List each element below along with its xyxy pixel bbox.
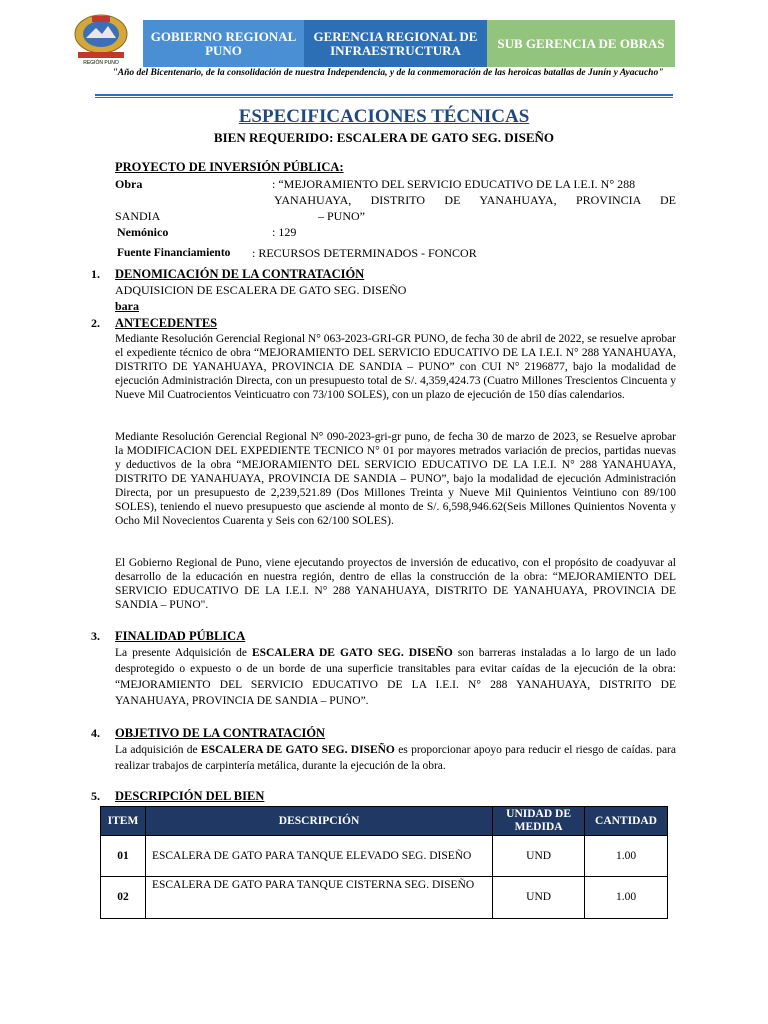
section-2-paragraph-2: Mediante Resolución Gerencial Regional N° 090-2023-gri-gr puno, de fecha 30 de marzo de 2023, se Resuelve aprobar la MODIFICACION DEL EXPEDIENTE TECNICO N° 01 por mayores metrados variación de precios, partidas nuevas y deductivos de la obra “MEJORAMIENTO DEL SERVICIO EDUCATIVO DE LA I.E.I. N° 288 YANAHUAYA, DISTRITO DE YANAHUAYA, PROVINCIA DE SANDIA – PUNO”, bajo la modalidad de ejecución Administración Directa, por un presupuesto de 2,239,521.89 (Dos Millones Treinta y Nueve Mil Quinientos Veintiuno con 89/100 SOLES), teniendo el nuevo presupuesto que asciende al monto de S/. 6,598,946.62(Seis Millones Quinientos Noventa y Ocho Mil Novecientos Cuarenta y Seis con 62/100 SOLES). xyxy=(115,431,676,527)
row-descripcion: ESCALERA DE GATO PARA TANQUE ELEVADO SEG. DISEÑO xyxy=(145,836,492,877)
col-header-item: ITEM xyxy=(101,807,146,836)
table-header-row xyxy=(101,807,668,836)
row-item: 02 xyxy=(101,877,146,919)
section-2-paragraph-3: El Gobierno Regional de Puno, viene ejecutando proyectos de inversión de educativo, con el propósito de coadyuvar al desarrollo de la educación en nuestra región, dentro de ellas la construcción de la obra: “MEJORAMIENTO DEL SERVICIO EDUCATIVO DE LA I.E.I. N° 288 YANAHUAYA, DISTRITO DE YANAHUAYA, PROVINCIA DE SANDIA – PUNO". xyxy=(115,557,676,611)
section-3-bold: ESCALERA DE GATO SEG. DISEÑO xyxy=(251,647,453,659)
header-divider-thin xyxy=(95,97,673,98)
obra-label: Obra xyxy=(115,177,143,191)
table-row xyxy=(101,877,668,919)
header-divider xyxy=(95,94,673,96)
project-heading: PROYECTO DE INVERSIÓN PÚBLICA: xyxy=(115,160,344,174)
section-2-number: 2. xyxy=(91,316,100,330)
col-header-cantidad: CANTIDAD xyxy=(585,807,668,836)
section-4-title: OBJETIVO DE LA CONTRATACIÓN xyxy=(115,726,326,740)
regional-logo xyxy=(66,12,136,66)
nemonico-label: Nemónico xyxy=(117,225,169,239)
section-3-pre: La presente Adquisición de xyxy=(115,647,252,659)
obra-line-3a: SANDIA xyxy=(115,209,161,223)
row-unidad: UND xyxy=(493,836,585,877)
row-unidad: UND xyxy=(493,877,585,919)
table-row xyxy=(101,836,668,877)
nemonico-value: : 129 xyxy=(272,225,297,239)
document-title: ESPECIFICACIONES TÉCNICAS xyxy=(238,106,530,127)
goods-table xyxy=(100,806,668,919)
section-3-title: FINALIDAD PÚBLICA xyxy=(115,629,246,643)
section-3-number: 3. xyxy=(91,629,100,643)
section-4-bold: ESCALERA DE GATO SEG. DISEÑO xyxy=(200,744,395,756)
fuente-value: : RECURSOS DETERMINADOS - FONCOR xyxy=(252,246,477,260)
section-2-paragraph-1: Mediante Resolución Gerencial Regional N° 063-2023-GRI-GR PUNO, de fecha 30 de abril de 2022, se resuelve aprobar el expediente técnico de obra “MEJORAMIENTO DEL SERVICIO EDUCATIVO DE LA I.E.I. N° 288 YANAHUAYA, DISTRITO DE YANAHUAYA, PROVINCIA DE SANDIA – PUNO” con CUI N° 2196877, bajo la modalidad de ejecución Administración Directa, con un presupuesto total de S/. 4,359,424.73 (Cuatro Millones Trescientos Cincuenta y Nueve Mil Cuatrocientos Veinticuatro con 73/100 SOLES), con un plazo de ejecución de 150 días calendarios. xyxy=(115,333,676,401)
row-item: 01 xyxy=(101,836,146,877)
section-4-paragraph xyxy=(115,742,676,774)
section-4-post: es proporcionar apoyo para reducir el riesgo de caídas. para realizar trabajos de carpintería metálica, durante la ejecución de la obra. xyxy=(115,744,676,772)
fuente-label: Fuente Financiamiento xyxy=(117,247,231,259)
obra-line-3b: – PUNO” xyxy=(318,209,365,223)
section-5-title: DESCRIPCIÓN DEL BIEN xyxy=(115,789,265,803)
logo-text: REGIÓN PUNO xyxy=(83,60,119,66)
section-4-number: 4. xyxy=(91,726,100,740)
col-header-unidad: UNIDAD DE MEDIDA xyxy=(493,807,585,836)
header-box-gobierno: GOBIERNO REGIONAL PUNO xyxy=(143,20,304,67)
section-5-number: 5. xyxy=(91,789,100,803)
section-3-paragraph xyxy=(115,645,676,709)
section-4-pre: La adquisición de xyxy=(115,744,201,756)
section-3-post: son barreras instaladas a lo largo de un lado desprotegido o expuesto o de un borde de una superficie transitables para evitar caídas de la ejecución de la obra: “MEJORAMIENTO DEL SERVICIO EDUCATIVO DE LA I.E.I. N° 288 YANAHUAYA, DISTRITO DE YANAHUAYA, PROVINCIA DE SANDIA – PUNO”. xyxy=(115,647,676,707)
section-1-number: 1. xyxy=(91,267,100,281)
row-descripcion: ESCALERA DE GATO PARA TANQUE CISTERNA SEG. DISEÑO xyxy=(145,877,492,919)
obra-line-1: : “MEJORAMIENTO DEL SERVICIO EDUCATIVO DE LA I.E.I. N° 288 xyxy=(272,177,636,191)
col-header-descripcion: DESCRIPCIÓN xyxy=(145,807,492,836)
section-2-title: ANTECEDENTES xyxy=(115,316,218,330)
header-box-gerencia: GERENCIA REGIONAL DE INFRAESTRUCTURA xyxy=(304,20,487,67)
obra-line-2: YANAHUAYA, DISTRITO DE YANAHUAYA, PROVINCIA DE xyxy=(274,193,676,207)
row-cantidad: 1.00 xyxy=(585,836,668,877)
section-1-text: ADQUISICION DE ESCALERA DE GATO SEG. DISEÑO xyxy=(115,283,407,297)
header-box-subgerencia: SUB GERENCIA DE OBRAS xyxy=(487,20,675,67)
section-1-title: DENOMICACIÓN DE LA CONTRATACIÓN xyxy=(115,267,365,281)
year-motto: "Año del Bicentenario, de la consolidación de nuestra Independencia, y de la conmemoración de las heroicas batallas de Junín y Ayacucho" xyxy=(112,68,664,78)
section-1-extra: bara xyxy=(115,299,139,313)
document-subtitle: BIEN REQUERIDO: ESCALERA DE GATO SEG. DISEÑO xyxy=(213,130,555,145)
row-cantidad: 1.00 xyxy=(585,877,668,919)
